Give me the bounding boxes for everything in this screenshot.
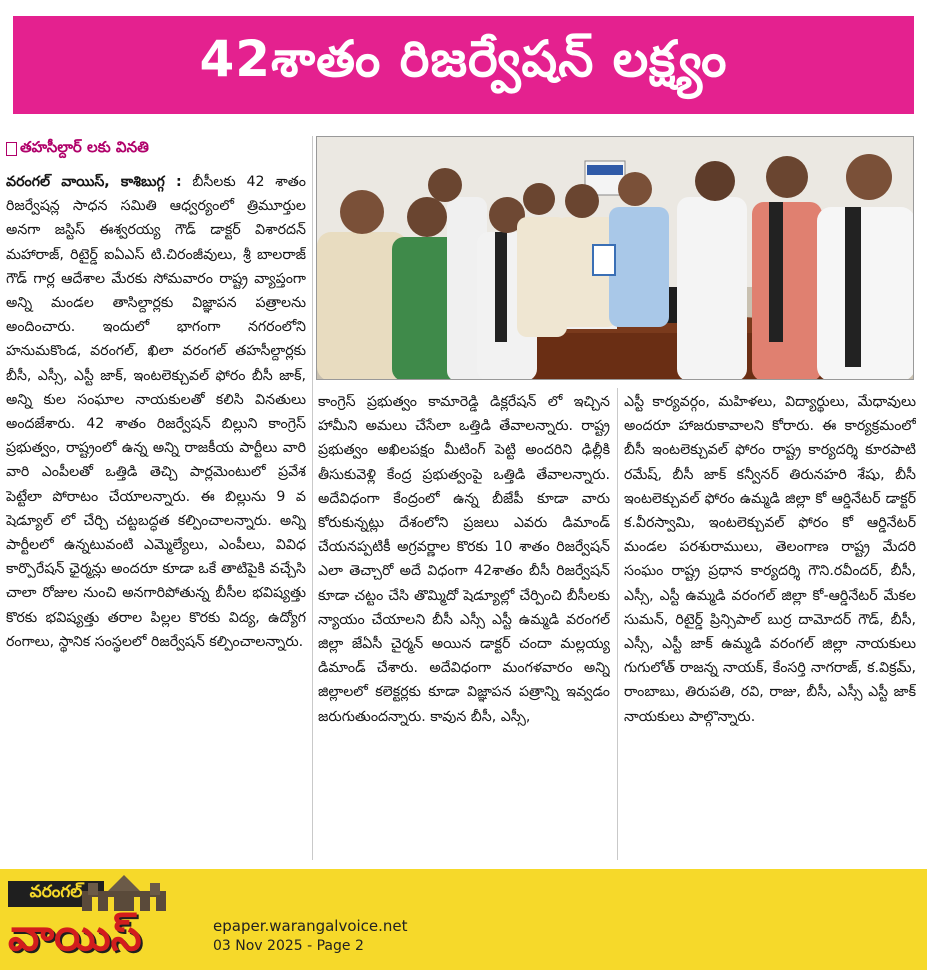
temple-logo-icon bbox=[78, 873, 170, 913]
column-divider bbox=[617, 388, 618, 860]
kicker bbox=[6, 138, 312, 160]
kicker-text: తహసీల్దార్ లకు వినతి bbox=[20, 138, 149, 156]
masthead-logo: వాయిస్ bbox=[8, 910, 142, 961]
article-column-2: కాంగ్రెస్ ప్రభుత్వం కామారెడ్డి డిక్లరేషన్ లో ఇచ్చిన హామీని అమలు చేసేలా ఒత్తిడి తేవాలన్నారు. రాష్ట్ర ప్రభుత్వం అఖిలపక్షం మీటింగ్ పెట్టి అందరిని ఢిల్లీకి తీసుకువెళ్లి కేంద్ర ప్రభుత్వంపై ఒత్తిడి తేవాలన్నారు. అదేవిధంగా కేంద్రంలో ఉన్న బీజేపీ కూడా వారు కోరుకున్నట్లు దేశంలోని ప్రజలు ఎవరు డిమాండ్ చేయనప్పటికీ అగ్రవర్ణాల కొరకు 10 శాతం రిజర్వేషన్ ఎలా తెచ్చారో అదే విధంగా 42శాతం బీసీ రిజర్వేషన్ కూడా చట్టం చేసి తొమ్మిదో షెడ్యూల్లో చేర్పించి బీసీలకు న్యాయం చేయాలని బీసీ ఎస్సీ ఎస్టీ ఉమ్మడి వరంగల్ జిల్లా జేఏసీ చైర్మన్ అయిన డాక్టర్ చందా మల్లయ్య డిమాండ్ చేశారు. అదేవిధంగా మంగళవారం అన్ని జిల్లాలలో కలెక్టర్లకు కూడా విజ్ఞాపన పత్రాన్ని ఇవ్వడం జరుగుతుందన్నారు. కావున బీసీ, ఎస్సీ, bbox=[318, 394, 610, 725]
group-photo-illustration bbox=[317, 137, 914, 380]
page-info: 03 Nov 2025 - Page 2 bbox=[213, 938, 364, 954]
headline-area bbox=[0, 0, 927, 124]
article-text-1: బీసీలకు 42 శాతం రిజర్వేషన్ల సాధన సమితి ఆధ్వర్యంలో త్రిమూర్తుల అనగా జస్టిస్ ఈశ్వరయ్య గౌడ్ డాక్టర్ విశారదన్ మహారాజ్, రిటైర్డ్ ఐఏఎస్ టి.చిరంజీవులు, శ్రీ బాలరాజ్ గౌడ్ గార్ల ఆదేశాల మేరకు సోమవారం రాష్ట్ర వ్యాప్తంగా అన్ని మండల తాసిల్దార్లకు విజ్ఞాపన పత్రాలను అందించారు. ఇందులో భాగంగా నగరంలోని హనుమకొండ, వరంగల్, ఖిలా వరంగల్ తహసీల్దార్లకు బీసీ, ఎస్సీ, ఎస్టీ జాక్, ఇంటలెక్చువల్ ఫోరం బీసీ జాక్, అన్ని కుల సంఘాల నాయకులతో కలిసి వినతులు అందజేశారు. 42 శాతం రిజర్వేషన్ బిల్లుని కాంగ్రెస్ ప్రభుత్వం, రాష్ట్రంలో ఉన్న అన్ని రాజకీయ పార్టీలు వారి వారి ఎంపీలతో ఒత్తిడి తెచ్చి పార్లమెంటులో ప్రవేశ పెట్టేలా పోరాటం చేయాలన్నారు. ఈ బిల్లును 9 వ షెడ్యూల్ లో చేర్చి చట్టబద్ధత కల్పించాలన్నారు. అన్ని పార్టీలలో ఉన్నటువంటి ఎమ్మెల్యేలు, ఎంపీలు, వివిధ కార్పొరేషన్ ఛైర్మన్లు అందరూ కూడా ఒకే తాటిపైకి వచ్చేసి చాలా రోజుల నుంచి అనగారిపోతున్న బీసీల భవిష్యత్తు కొరకు భవిష్యత్తు తరాల పిల్లల కొరకు విద్య, ఉద్యోగ రంగాలు, స్థానిక సంస్థలలో రిజర్వేషన్ కల్పించాలన్నారు. bbox=[6, 174, 306, 650]
masthead-small: వరంగల్ bbox=[8, 881, 104, 907]
dateline: వరంగల్ వాయిస్, కాశిబుగ్గ : bbox=[6, 174, 182, 190]
footer-band bbox=[0, 869, 927, 970]
headline: 42శాతం రిజర్వేషన్ లక్ష్యం bbox=[13, 16, 914, 114]
square-bullet-icon bbox=[6, 142, 17, 156]
epaper-url[interactable]: epaper.warangalvoice.net bbox=[213, 917, 408, 935]
news-photo bbox=[316, 136, 914, 380]
column-divider bbox=[312, 136, 313, 860]
article-column-3: ఎస్టీ కార్యవర్గం, మహిళలు, విద్యార్థులు, మేధావులు అందరూ హాజరుకావాలని కోరారు. ఈ కార్యక్రమంలో బీసీ ఇంటలెక్చువల్ ఫోరం రాష్ట్ర కార్యదర్శి కూరపాటి రమేష్, బీసీ జాక్ కన్వీనర్ తిరునహరి శేషు, బీసీ ఇంటలెక్చువల్ ఫోరం ఉమ్మడి జిల్లా కో ఆర్డినేటర్ డాక్టర్ క.వీరస్వామి, ఇంటలెక్చువల్ ఫోరం కో ఆర్డినేటర్ మండల పరశురాములు, తెలంగాణ రాష్ట్ర మేదరి సంఘం రాష్ట్ర ప్రధాన కార్యదర్శి గౌని.రవీందర్, బీసీ, ఎస్సీ, ఎస్టీ ఉమ్మడి వరంగల్ జిల్లా కో-ఆర్డినేటర్ మేకల సుమన్, రిటైర్డ్ ప్రిన్సిపాల్ బుర్ర దామోదర్ గౌడ్, బీసీ, ఎస్సీ, ఎస్టీ జాక్ ఉమ్మడి వరంగల్ జిల్లా నాయకులు గుగులోత్ రాజన్న నాయక్, కేంసర్తి నాగరాజ్, క.విక్రమ్, రాంబాబు, తిరుపతి, రవి, రాజు, బీసీ, ఎస్సీ ఎస్టీ జాక్ నాయకులు పాల్గొన్నారు. bbox=[624, 394, 916, 725]
article-column-1 bbox=[6, 170, 306, 862]
